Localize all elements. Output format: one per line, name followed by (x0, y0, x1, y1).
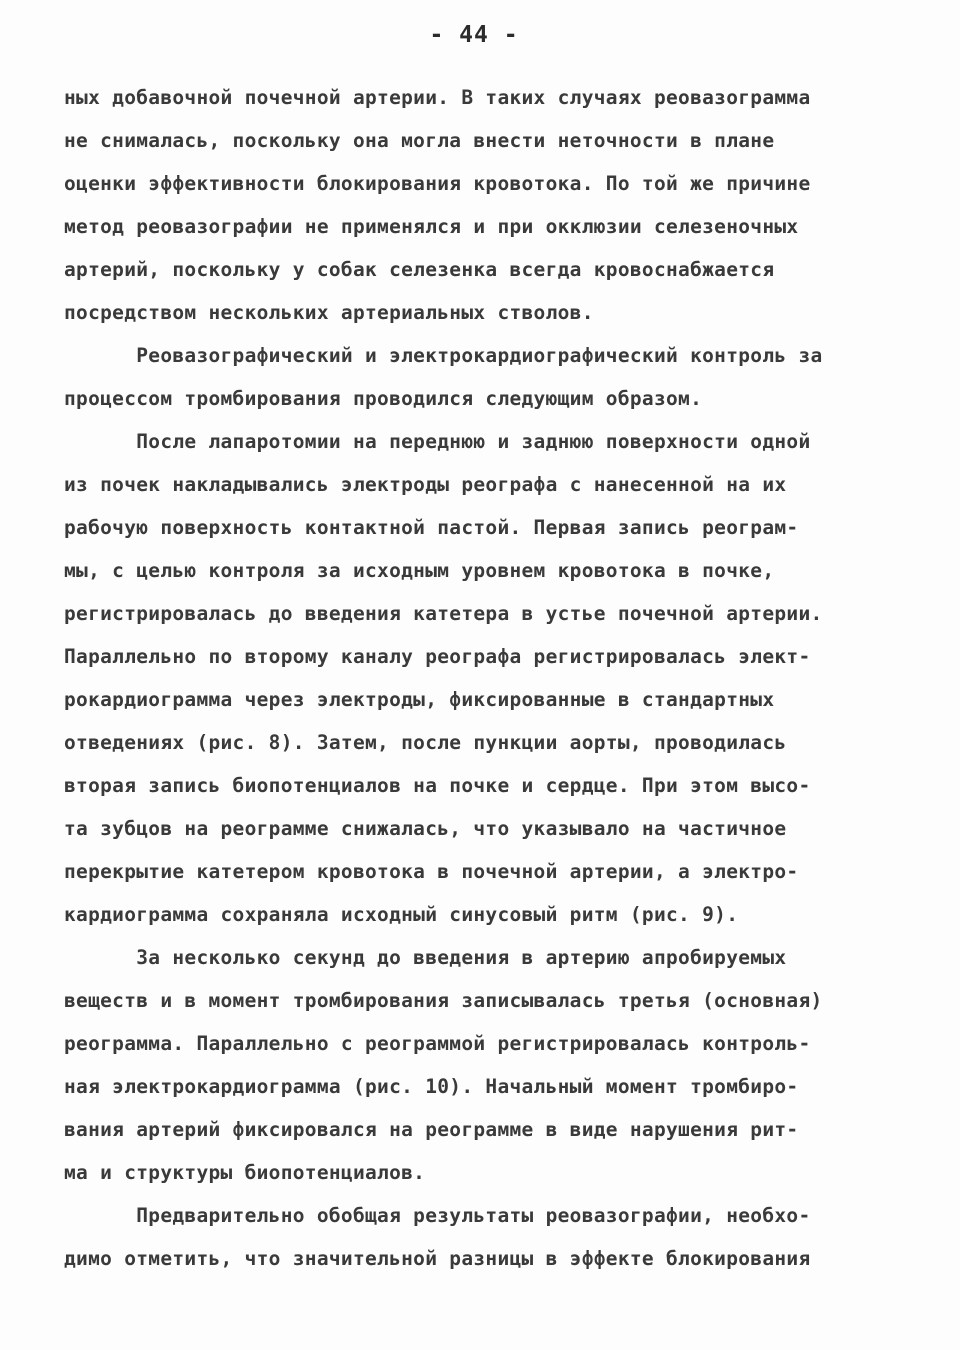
text-line: Предварительно обобщая результаты реовазографии, необхо- (64, 1204, 811, 1227)
paragraph-1 (64, 76, 924, 334)
body-text (64, 76, 924, 1280)
text-line: перекрытие катетером кровотока в почечной артерии, а электро- (64, 860, 799, 883)
text-line: ма и структуры биопотенциалов. (64, 1161, 426, 1184)
text-line: реограмма. Параллельно с реограммой регистрировалась контроль- (64, 1032, 811, 1055)
text-line: ных добавочной почечной артерии. В таких случаях реовазограмма (64, 86, 811, 109)
paragraph-3 (64, 420, 924, 936)
text-line: За несколько секунд до введения в артерию апробируемых (64, 946, 787, 969)
text-line: артерий, поскольку у собак селезенка всегда кровоснабжается (64, 258, 775, 281)
text-line: метод реовазографии не применялся и при окклюзии селезеночных (64, 215, 799, 238)
text-line: из почек накладывались электроды реографа с нанесенной на их (64, 473, 787, 496)
text-line: Параллельно по второму каналу реографа регистрировалась элект- (64, 645, 811, 668)
text-line: посредством нескольких артериальных стволов. (64, 301, 594, 324)
text-line: После лапаротомии на переднюю и заднюю поверхности одной (64, 430, 811, 453)
text-line: веществ и в момент тромбирования записывалась третья (основная) (64, 989, 823, 1012)
text-line: отведениях (рис. 8). Затем, после пункции аорты, проводилась (64, 731, 787, 754)
text-line: мы, с целью контроля за исходным уровнем кровотока в почке, (64, 559, 775, 582)
text-line: процессом тромбирования проводился следующим образом. (64, 387, 703, 410)
paragraph-5 (64, 1194, 924, 1280)
text-line: рабочую поверхность контактной пастой. Первая запись реограм- (64, 516, 799, 539)
text-line: вания артерий фиксировался на реограмме в виде нарушения рит- (64, 1118, 799, 1141)
page-number: - 44 - (429, 22, 519, 48)
text-line: кардиограмма сохраняла исходный синусовый ритм (рис. 9). (64, 903, 739, 926)
text-line: регистрировалась до введения катетера в устье почечной артерии. (64, 602, 823, 625)
text-line: Реовазографический и электрокардиографический контроль за (64, 344, 823, 367)
text-line: не снималась, поскольку она могла внести неточности в плане (64, 129, 775, 152)
text-line: та зубцов на реограмме снижалась, что указывало на частичное (64, 817, 787, 840)
text-line: ная электрокардиограмма (рис. 10). Начальный момент тромбиро- (64, 1075, 799, 1098)
text-line: вторая запись биопотенциалов на почке и сердце. При этом высо- (64, 774, 811, 797)
text-line: рокардиограмма через электроды, фиксированные в стандартных (64, 688, 775, 711)
text-line: оценки эффективности блокирования кровотока. По той же причине (64, 172, 811, 195)
text-line: димо отметить, что значительной разницы в эффекте блокирования (64, 1247, 811, 1270)
paragraph-4 (64, 936, 924, 1194)
paragraph-2 (64, 334, 924, 420)
